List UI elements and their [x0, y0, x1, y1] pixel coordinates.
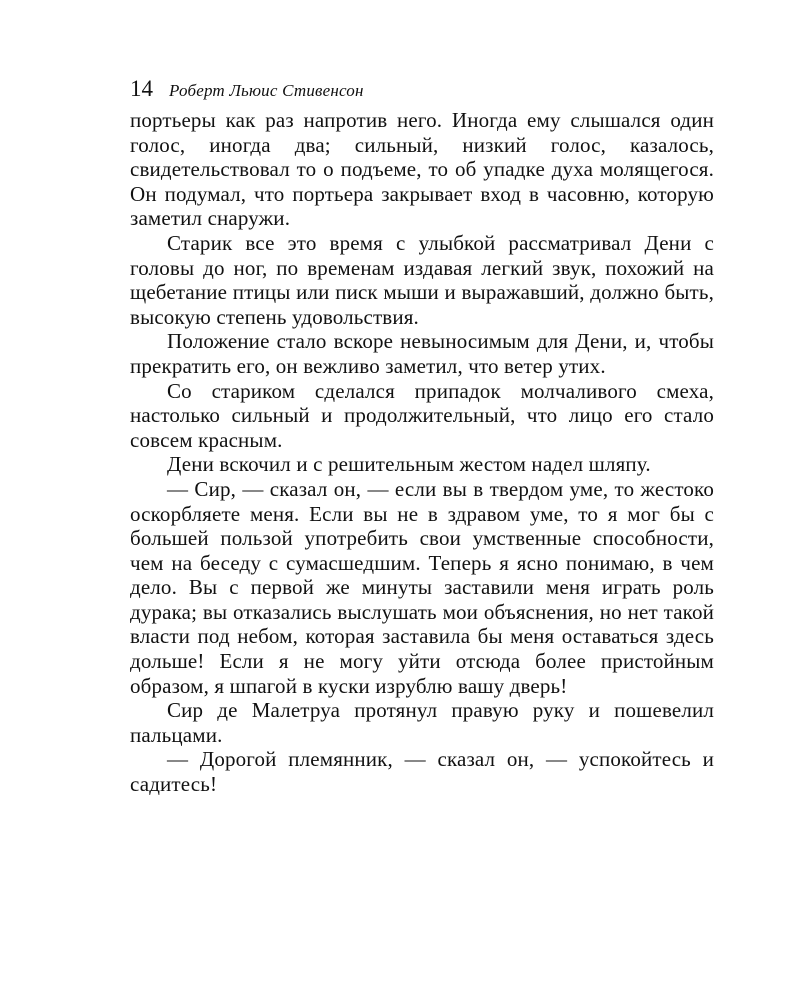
- page-number: 14: [130, 76, 153, 101]
- paragraph-2: Старик все это время с улыбкой рассматривал Дени с головы до ног, по временам издавая легкий звук, похожий на щебетание птицы или писк мыши и выражавший, должно быть, высокую степень удовольствия.: [130, 230, 714, 329]
- paragraph-3: Положение стало вскоре невыносимым для Дени, и, чтобы прекратить его, он вежливо заметил, что ветер утих.: [130, 329, 714, 378]
- paragraph-6: — Сир, — сказал он, — если вы в твердом уме, то жестоко оскорбляете меня. Если вы не в здравом уме, то я мог бы с большей пользой употребить свои умственные способности, чем на беседу с сумасшедшим. Теперь я ясно понимаю, в чем дело. Вы с первой же минуты заставили меня играть роль дурака; вы отказались выслушать мои объяснения, но нет такой власти под небом, которая заставила бы меня оставаться здесь дольше! Если я не могу уйти отсюда более пристойным образом, я шпагой в куски изрублю вашу дверь!: [130, 476, 714, 698]
- paragraph-5: Дени вскочил и с решительным жестом надел шляпу.: [167, 452, 651, 477]
- author-name: Роберт Льюис Стивенсон: [169, 81, 364, 100]
- paragraph-4: Со стариком сделался припадок молчаливого смеха, настолько сильный и продолжительный, что лицо его стало совсем красным.: [130, 378, 714, 452]
- running-head: [130, 74, 714, 104]
- paragraph-8: — Дорогой племянник, — сказал он, — успокойтесь и садитесь!: [130, 747, 714, 797]
- paragraph-7: Сир де Малетруа протянул правую руку и пошевелил пальцами.: [130, 698, 714, 747]
- body-text: [130, 108, 714, 797]
- paragraph-1: портьеры как раз напротив него. Иногда ему слышался один голос, иногда два; сильный, низкий голос, казалось, свидетельствовал то о подъеме, то об упадке духа молящегося. Он подумал, что портьера закрывает вход в часовню, которую заметил снаружи.: [130, 108, 714, 231]
- book-page: [130, 74, 714, 797]
